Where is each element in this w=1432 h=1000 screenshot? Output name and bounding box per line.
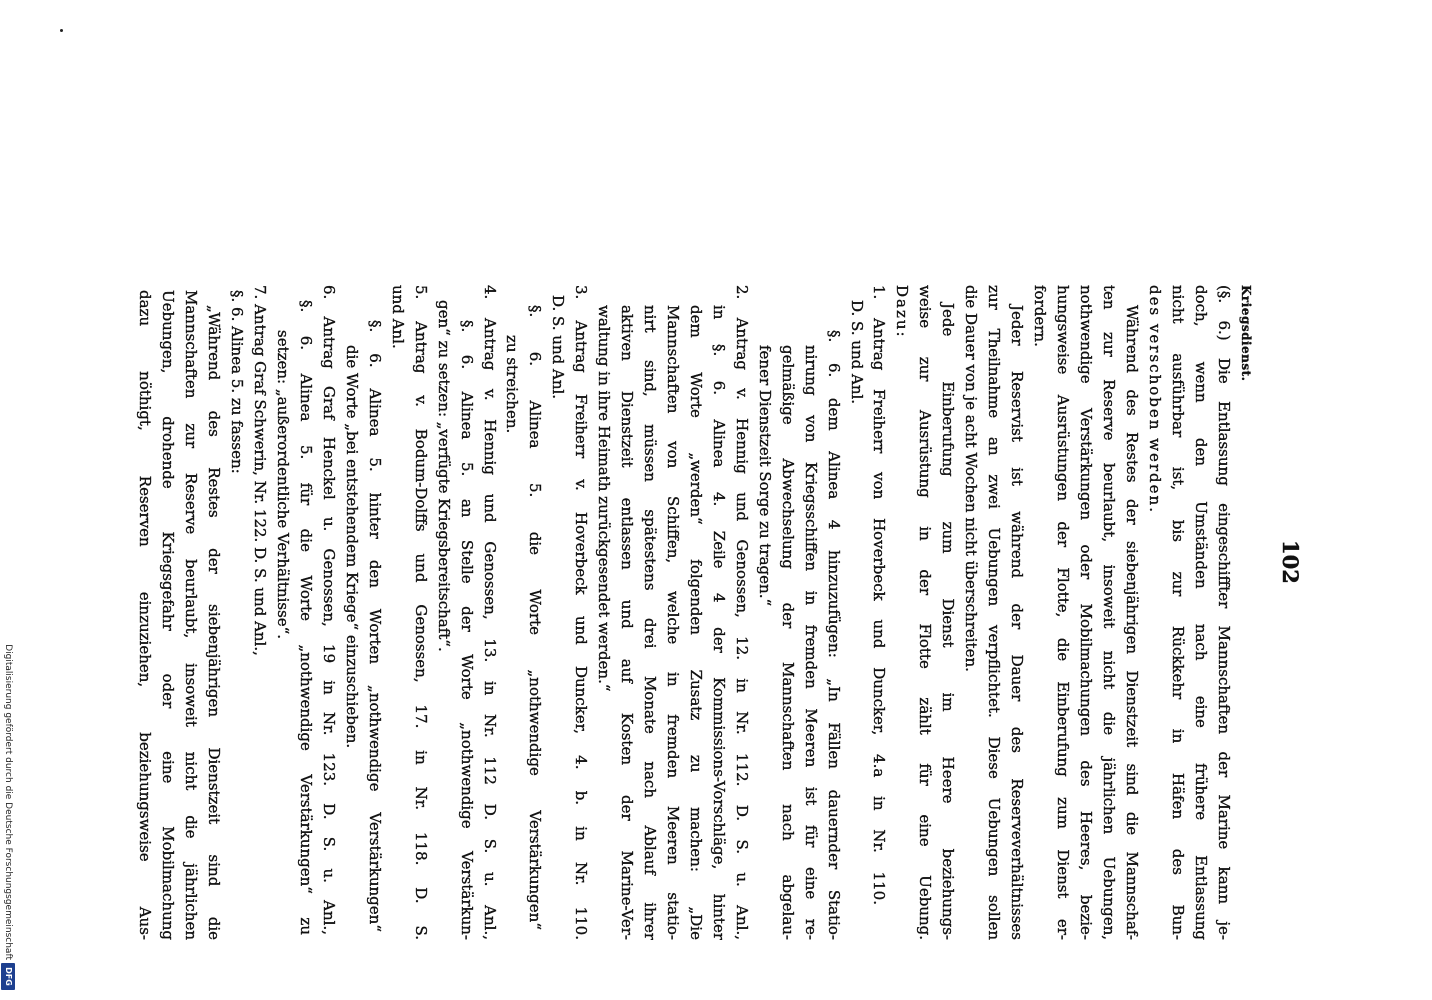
text-line: gelmäßige Abwechselung der Mannschaften nach abgelau- xyxy=(778,345,797,940)
text-line: zur Theilnahme an zwei Uebungen verpflichtet. Diese Uebungen sollen xyxy=(985,285,1004,940)
page-number: 102 xyxy=(1278,540,1303,584)
text-line: die Dauer von je acht Wochen nicht überschreiten. xyxy=(962,285,981,672)
text-line: nirt sind, müssen spätestens drei Monate nach Ablauf ihrer xyxy=(641,305,660,940)
text-line: gen“ zu setzen: „verfügte Kriegsbereitschaft“. xyxy=(434,300,453,652)
text-line: (§. 6.) Die Entlassung eingeschiffter Mannschaften der Marine kann je- xyxy=(1214,285,1233,940)
text-line: Dazu: xyxy=(893,285,912,339)
text-line: dazu nöthigt, Reserven einzuziehen, beziehungsweise Aus- xyxy=(136,290,155,940)
text-line: 6. Antrag Graf Henckel u. Genossen, 19 in Nr. 123. D. S. u. Anl., xyxy=(320,285,338,935)
text-line: aktiven Dienstzeit entlassen und auf Kosten der Marine-Ver- xyxy=(618,305,637,940)
text-line: §. 6. Alinea 5. die Worte „nothwendige Verstärkungen“ xyxy=(526,305,545,930)
digitization-credit: Digitalisierung gefördert durch die Deutsche Forschungsgemeinschaft xyxy=(3,644,13,960)
text-line: Jeder Reservist ist während der Dauer des Reserveverhältnisses xyxy=(1008,305,1027,940)
text-line: und Anl. xyxy=(388,285,407,349)
text-line: 5. Antrag v. Bodum-Dolffs und Genossen, 17. in Nr. 118. D. S. xyxy=(411,285,430,940)
text-line: fordern. xyxy=(1031,285,1050,347)
text-line: §. 6. Alinea 5. hinter den Worten „nothwendige Verstärkungen“ xyxy=(365,320,384,932)
dfg-logo: DFG xyxy=(1,963,15,990)
text-block xyxy=(134,285,1258,940)
text-line: nirung von Kriegsschiffen in fremden Meeren ist für eine re- xyxy=(801,345,820,940)
text-line: doch, wenn den Umständen nach eine frühere Entlassung xyxy=(1191,285,1210,940)
scan-speck xyxy=(60,29,63,32)
text-line: weise zur Ausrüstung in der Flotte zählt für eine Uebung. xyxy=(916,285,935,940)
text-line: fener Dienstzeit Sorge zu tragen.“ xyxy=(755,345,774,607)
text-line: waltung in ihre Heimath zurückgesendet werden.“ xyxy=(595,305,614,692)
text-line: 7. Antrag Graf Schwerin, Nr. 122. D. S. und Anl., xyxy=(251,285,270,656)
text-line: D. S. und Anl. xyxy=(549,295,568,400)
text-line: §. 6. Alinea 5. zu fassen: xyxy=(228,290,247,474)
text-line: zu streichen. xyxy=(503,335,522,434)
text-line: §. 6. Alinea 5. an Stelle der Worte „nothwendige Verstärkun- xyxy=(457,320,476,940)
text-line: §. 6. Alinea 5. für die Worte „nothwendige Verstärkungen“ zu xyxy=(297,300,316,935)
text-line: Uebungen, drohende Kriegsgefahr oder eine Mobilmachung xyxy=(159,290,178,940)
text-line: 2. Antrag v. Hennig und Genossen, 12. in Nr. 112. D. S. u. Anl., xyxy=(732,285,751,940)
text-line: dem Worte „werden“ folgenden Zusatz zu machen: „Die xyxy=(687,305,705,940)
text-line: §. 6. dem Alinea 4 hinzuzufügen: „In Fällen dauernder Statio- xyxy=(824,330,843,940)
text-line: ten zur Reserve beurlaubt, insoweit nicht die jährlichen Uebungen, xyxy=(1099,285,1118,940)
text-line: in §. 6. Alinea 4. Zeile 4 der Kommissions-Vorschläge, hinter xyxy=(709,305,728,940)
text-line: „Während des Restes der siebenjährigen Dienstzeit sind die xyxy=(205,305,224,940)
text-line: nicht ausführbar ist, bis zur Rückkehr in Häfen des Bun- xyxy=(1168,285,1187,940)
text-line: die Worte „bei entstehendem Kriege“ einzuschieben. xyxy=(342,345,361,749)
text-line: hungsweise Ausrüstungen der Flotte, die Einberufung zum Dienst er- xyxy=(1054,285,1072,940)
text-line: nothwendige Verstärkungen oder Mobilmachungen des Heeres, bezie- xyxy=(1076,285,1095,940)
text-line: D. S. und Anl. xyxy=(847,300,866,405)
text-line: Während des Restes der siebenjährigen Dienstzeit sind die Mannschaf- xyxy=(1122,305,1141,940)
text-line: 3. Antrag Freiherr v. Hoverbeck und Duncker, 4. b. in Nr. 110. xyxy=(572,285,591,940)
text-line: setzen: „außerordentliche Verhältnisse“. xyxy=(274,330,293,640)
text-line: des verschoben werden. xyxy=(1145,285,1164,514)
text-line: 4. Antrag v. Hennig und Genossen, 13. in Nr. 112 D. S. u. Anl., xyxy=(480,285,499,940)
text-line: 1. Antrag Freiherr von Hoverbeck und Duncker, 4.a in Nr. 110. xyxy=(870,285,889,905)
text-line: Jede Einberufung zum Dienst im Heere beziehungs- xyxy=(939,303,958,940)
running-head: Kriegsdienst. xyxy=(1239,285,1254,382)
text-line: Mannschaften von Schiffen, welche in fremden Meeren statio- xyxy=(664,305,683,940)
text-line: Mannschaften zur Reserve beurlaubt, insoweit nicht die jährlichen xyxy=(182,290,201,940)
